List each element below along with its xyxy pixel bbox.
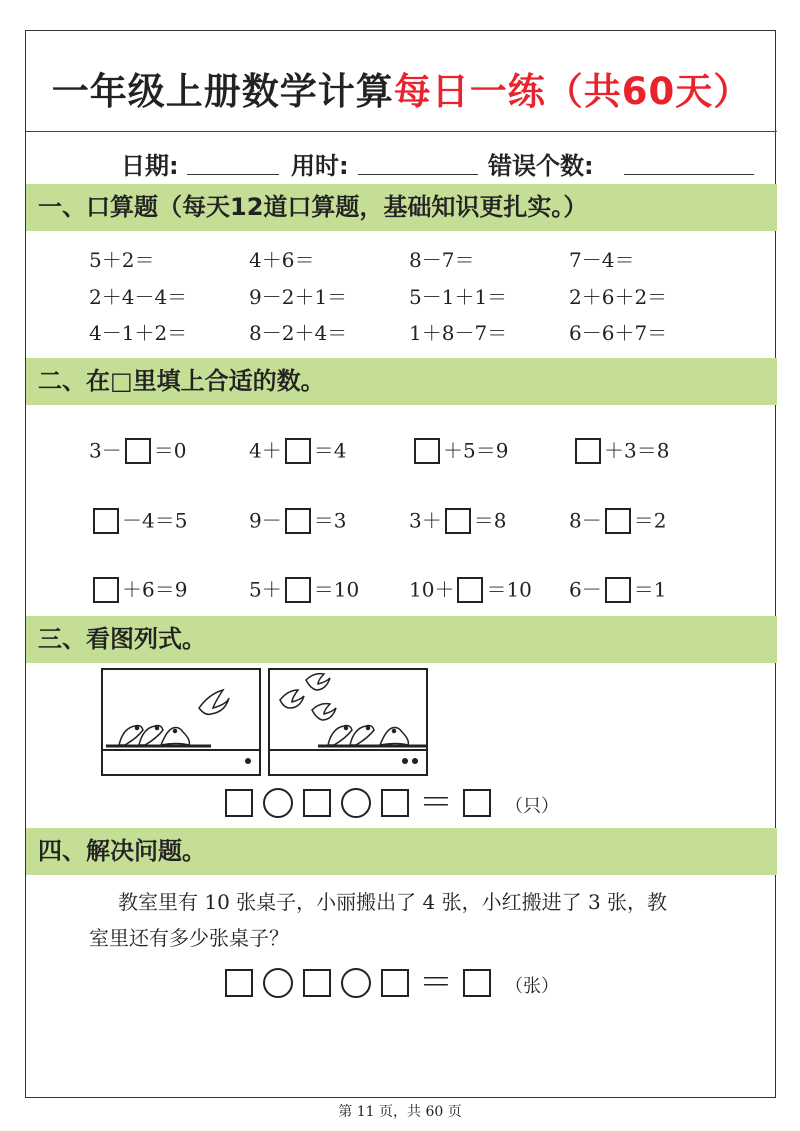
fill-item: 9－ ＝3 [249,508,347,533]
fill-item: ＋5＝9 [411,434,508,464]
dot-icon [412,758,418,764]
fill-item: 4＋ ＝4 [249,438,347,463]
problem-line-1: 教室里有 10 张桌子，小丽搬出了 4 张，小红搬进了 3 张，教 [118,890,668,914]
dot-icon [402,758,408,764]
errors-label: 错误个数: [488,152,594,180]
oral-item: 5－1＋1＝ [409,285,508,309]
info-row [26,144,777,184]
time-label: 用时: [291,152,349,180]
fill-item: 6－ ＝1 [569,577,667,602]
birds-picture-right [268,668,428,776]
unit-label: （张） [505,976,559,997]
operator-circle[interactable] [263,968,293,998]
answer-box[interactable] [285,438,311,464]
fill-item: 8－ ＝2 [569,508,667,533]
answer-box[interactable] [605,508,631,534]
answer-box[interactable] [381,789,409,817]
page-footer: 第 11 页，共 60 页 [338,1104,462,1120]
divider [26,131,777,132]
date-label: 日期: [121,152,179,180]
errors-blank[interactable] [624,174,754,175]
answer-box[interactable] [225,789,253,817]
answer-box[interactable] [303,789,331,817]
time-blank[interactable] [358,174,478,175]
oral-item: 2＋6＋2＝ [569,285,668,309]
oral-item: 1＋8－7＝ [409,321,508,345]
problem-line-2: 室里还有多少张桌子？ [89,926,289,950]
answer-box[interactable] [381,969,409,997]
oral-item: 5＋2＝ [89,248,155,272]
fill-item: ＋3＝8 [572,434,669,464]
answer-box[interactable] [445,508,471,534]
answer-box[interactable] [285,577,311,603]
answer-box[interactable] [125,438,151,464]
answer-box[interactable] [93,508,119,534]
answer-box[interactable] [225,969,253,997]
fill-item: 3－ ＝0 [89,438,187,463]
title-main: 一年级上册数学计算 [51,70,394,113]
fill-item: 5＋ ＝10 [249,577,360,602]
answer-box[interactable] [303,969,331,997]
fill-item: 10＋ ＝10 [409,577,532,602]
answer-box[interactable] [575,438,601,464]
birds-picture-left [101,668,261,776]
oral-item: 8－2＋4＝ [249,321,348,345]
answer-box[interactable] [457,577,483,603]
dot-icon [245,758,251,764]
problem-equation [225,963,559,1008]
equals-sign: ＝ [419,783,453,823]
worksheet-frame [25,30,776,1098]
fill-item: －4＝5 [90,504,187,534]
section-picture-heading: 三、看图列式。 [26,616,777,663]
oral-item: 7－4＝ [569,248,635,272]
equals-sign: ＝ [419,963,453,1003]
answer-box[interactable] [605,577,631,603]
answer-box[interactable] [463,969,491,997]
answer-box[interactable] [414,438,440,464]
oral-item: 4－1＋2＝ [89,321,188,345]
oral-item: 2＋4－4＝ [89,285,188,309]
fill-item: ＋6＝9 [90,573,187,603]
answer-box[interactable] [463,789,491,817]
unit-label: （只） [505,796,559,817]
section-fill-heading: 二、在□里填上合适的数。 [26,358,777,405]
operator-circle[interactable] [341,968,371,998]
oral-item: 6－6＋7＝ [569,321,668,345]
section-problem-heading: 四、解决问题。 [26,828,777,875]
title-highlight: 每日一练（共60天） [393,70,752,113]
oral-item: 4＋6＝ [249,248,315,272]
oral-item: 8－7＝ [409,248,475,272]
operator-circle[interactable] [341,788,371,818]
answer-box[interactable] [93,577,119,603]
picture-equation [225,783,559,828]
answer-box[interactable] [285,508,311,534]
fill-item: 3＋ ＝8 [409,508,507,533]
section-oral-heading: 一、口算题（每天12道口算题，基础知识更扎实。） [26,184,777,231]
date-blank[interactable] [187,174,279,175]
worksheet-title [26,61,777,115]
operator-circle[interactable] [263,788,293,818]
oral-item: 9－2＋1＝ [249,285,348,309]
